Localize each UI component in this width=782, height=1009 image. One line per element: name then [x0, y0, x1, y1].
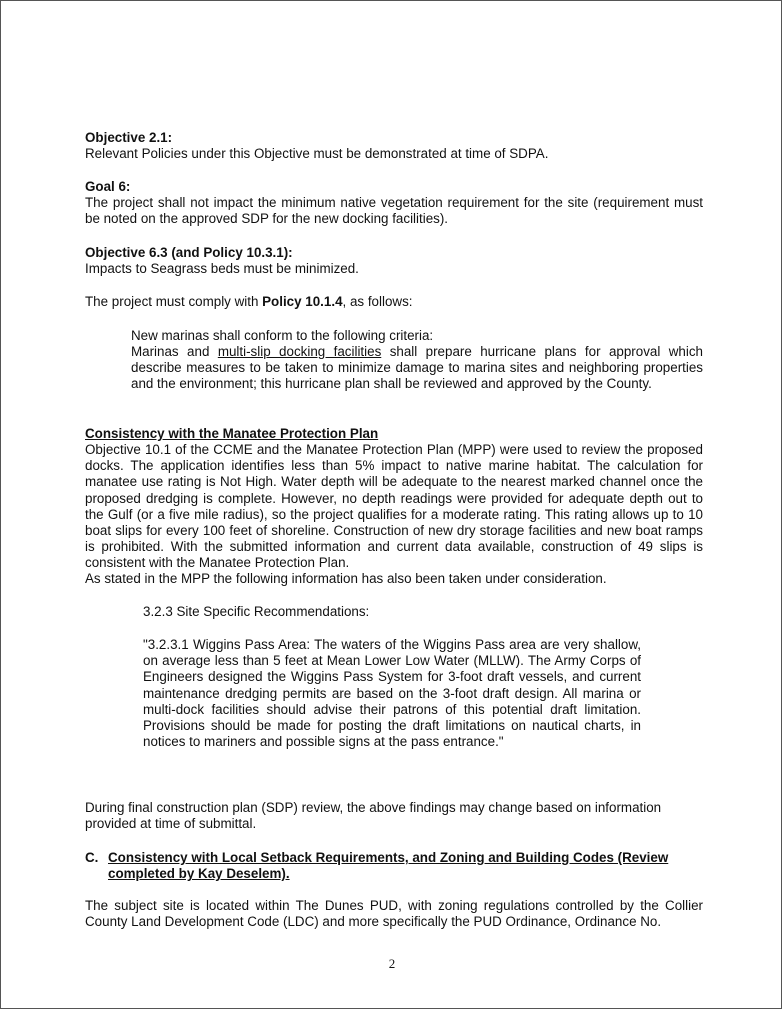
criteria-text — [131, 344, 703, 393]
section-c-title: Consistency with Local Setback Requirements, and Zoning and Building Codes (Review completed by Kay Deselem). — [108, 850, 669, 882]
goal-6-heading: Goal 6: — [85, 179, 131, 194]
comply-post: , as follows: — [342, 294, 413, 309]
objective-6-3-heading: Objective 6.3 (and Policy 10.3.1): — [85, 245, 293, 260]
criteria-intro: New marinas shall conform to the following criteria: — [131, 328, 434, 343]
objective-2-1-heading: Objective 2.1: — [85, 130, 173, 145]
criteria-underlined: multi-slip docking facilities — [217, 344, 382, 359]
subject-site-text: The subject site is located within The Dunes PUD, with zoning regulations controlled by the Collier County Land Development Code (LDC) and more specifically the PUD Ordinance, Ordinance No. — [85, 898, 703, 930]
comply-statement — [85, 294, 703, 310]
criteria-post: shall prepare hurricane plans for approval which describe measures to be taken to minimize damage to marina sites and neighboring properties and the environment; this hurricane plan shall be reviewed and approved by the County. — [131, 344, 703, 392]
final-review-text: During final construction plan (SDP) review, the above findings may change based on information provided at time of submittal. — [85, 800, 662, 832]
comply-pre: The project must comply with — [85, 294, 263, 309]
manatee-heading: Consistency with the Manatee Protection Plan — [85, 426, 379, 441]
criteria-pre: Marinas and — [131, 344, 218, 359]
mpp-stated-text: As stated in the MPP the following information has also been taken under consideration. — [85, 571, 607, 586]
site-specific-title: 3.2.3 Site Specific Recommendations: — [143, 604, 370, 619]
objective-6-3-text: Impacts to Seagrass beds must be minimized. — [85, 261, 359, 276]
page-number: 2 — [388, 956, 396, 971]
manatee-text: Objective 10.1 of the CCME and the Manatee Protection Plan (MPP) were used to review the proposed docks. The application identifies less than 5% impact to native marine habitat. The calculation for manatee use rating is Not High. Water depth will be adequate to the nearest marked channel once the proposed dredging is complete. However, no depth readings were provided for adequate depth out to the Gulf (or a five mile radius), so the project qualifies for a moderate rating. This rating allows up to 10 boat slips for every 100 feet of shoreline. Construction of new dry storage facilities and new boat ramps is prohibited. With the submitted information and current data available, construction of 49 slips is consistent with the Manatee Protection Plan. — [85, 442, 703, 571]
policy-reference: Policy 10.1.4 — [262, 294, 343, 309]
objective-2-1-text: Relevant Policies under this Objective must be demonstrated at time of SDPA. — [85, 146, 549, 161]
wiggins-pass-quote: "3.2.3.1 Wiggins Pass Area: The waters of the Wiggins Pass area are very shallow, on average less than 5 feet at Mean Lower Low Water (MLLW). The Army Corps of Engineers designed the Wiggins Pass System for 3-foot draft vessels, and current maintenance dredging permits are based on the 3-foot draft design. All marina or multi-dock facilities should advise their patrons of this potential draft limitation. Provisions should be made for posting the draft limitations on nautical charts, in notices to mariners and possible signs at the pass entrance." — [143, 637, 641, 750]
goal-6-text: The project shall not impact the minimum native vegetation requirement for the site (requirement must be noted on the approved SDP for the new docking facilities). — [85, 195, 703, 227]
section-c-letter: C. — [85, 850, 99, 865]
